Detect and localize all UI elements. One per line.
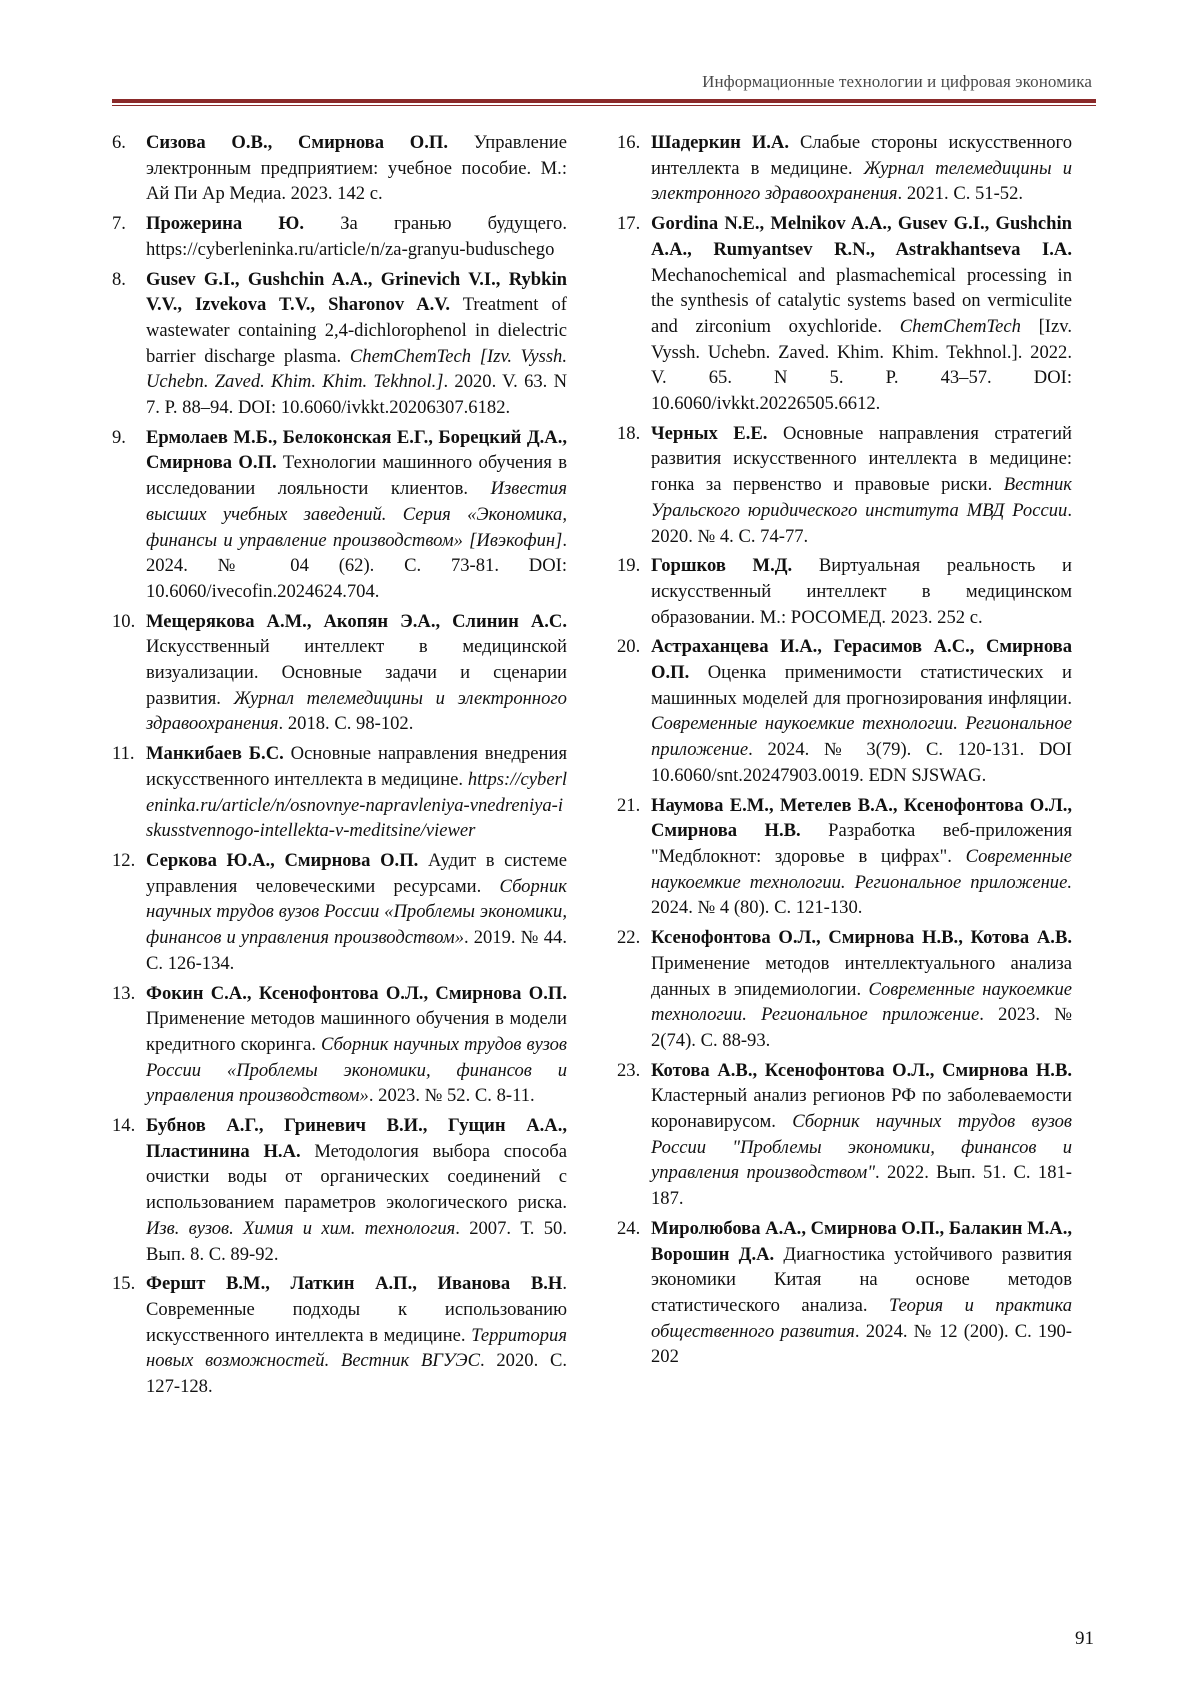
reference-item <box>617 1058 1072 1212</box>
reference-authors: Сизова О.В., Смирнова О.П. <box>146 132 448 153</box>
reference-authors: Фершт В.М., Латкин А.П., Иванова В.Н <box>146 1273 563 1295</box>
reference-title: Аудит в системе управления человеческими ресурсами. <box>146 849 567 897</box>
reference-authors: Gusev G.I., Gushchin A.A., Grinevich V.I., Rybkin V.V., Izvekova T.V., Sharonov A.V. <box>146 268 567 316</box>
reference-item <box>112 1113 567 1267</box>
reference-source: Журнал телемедицины и электронного здравоохранения <box>651 157 1072 205</box>
reference-authors: Горшков М.Д. <box>651 555 793 577</box>
reference-item <box>617 553 1072 630</box>
reference-item <box>112 211 567 262</box>
reference-item <box>112 609 567 738</box>
reference-authors: Котова А.В., Ксенофонтова О.Л., Смирнова Н.В. <box>651 1059 1072 1081</box>
reference-number: 22. <box>617 927 641 949</box>
reference-number: 18. <box>617 422 641 444</box>
reference-title: Кластерный анализ регионов РФ по заболеваемости коронавирусом. <box>651 1085 1072 1133</box>
reference-item <box>617 925 1072 1054</box>
references-column-left <box>112 130 567 1404</box>
reference-title: Методология выбора способа очистки воды от органических соединений с использованием параметров экологического риска. <box>146 1140 567 1214</box>
running-header: Информационные технологии и цифровая экономика <box>702 72 1092 91</box>
reference-authors: Фокин С.А., Ксенофонтова О.Л., Смирнова О.П. <box>146 982 567 1004</box>
reference-item <box>112 741 567 844</box>
reference-item <box>617 793 1072 922</box>
reference-authors: Манкибаев Б.С. <box>146 743 284 765</box>
reference-number: 19. <box>617 555 641 577</box>
reference-number: 24. <box>617 1217 641 1239</box>
reference-number: 20. <box>617 636 641 658</box>
reference-details: . 2022. Вып. 51. С. 181-187. <box>651 1162 1072 1210</box>
reference-title: Mechanochemical and plasmachemical processing in the synthesis of catalytic systems based on vermiculite and zirconium oxychloride. <box>651 264 1072 337</box>
reference-details: . 2021. С. 51-52. <box>897 183 1024 205</box>
reference-source: Территория новых возможностей. Вестник ВГУЭС <box>146 1324 567 1372</box>
reference-number: 15. <box>112 1273 136 1295</box>
reference-item <box>617 421 1072 550</box>
reference-source: Сборник научных трудов вузов России «Проблемы экономики, финансов и управления производством» <box>146 1033 567 1107</box>
reference-source: Современные наукоемкие технологии. Региональное приложение. <box>651 845 1072 893</box>
reference-authors: Прожерина Ю. <box>146 213 304 235</box>
reference-title: . Современные подходы к использованию искусственного интеллекта в медицине. <box>146 1273 567 1346</box>
reference-item <box>617 130 1072 207</box>
header-rule-thin <box>112 105 1096 106</box>
reference-details: . 2019. № 44. С. 126-134. <box>146 927 567 974</box>
reference-authors: Бубнов А.Г., Гриневич В.И., Гущин А.А., Пластинина Н.А. <box>146 1115 567 1162</box>
reference-details: . 2023. № 52. С. 8-11. <box>368 1085 535 1107</box>
reference-details: . 2018. С. 98-102. <box>278 713 414 735</box>
reference-source: Изв. вузов. Химия и хим. технология <box>146 1217 456 1239</box>
reference-title: Оценка применимости статистических и машинных моделей для прогнозирования инфляции. <box>651 662 1072 709</box>
reference-title: Управление электронным предприятием: учебное пособие. М.: Ай Пи Ар Медиа. 2023. 142 с. <box>146 132 567 205</box>
reference-title: Технологии машинного обучения в исследовании лояльности клиентов. <box>146 452 567 500</box>
reference-item <box>112 848 567 977</box>
reference-number: 7. <box>112 213 126 235</box>
reference-source: Сборник научных трудов вузов России "Проблемы экономики, финансов и управления производством" <box>651 1111 1072 1184</box>
reference-details: . 2024. № 3(79). С. 120-131. DOI 10.6060/snt.20247903.0019. EDN SJSWAG. <box>651 739 1072 786</box>
reference-authors: Ксенофонтова О.Л., Смирнова Н.В., Котова А.В. <box>651 927 1072 949</box>
reference-source: Теория и практика общественного развития <box>651 1294 1072 1342</box>
reference-details: . 2023. № 2(74). С. 88-93. <box>651 1004 1072 1051</box>
header-rule-thick <box>112 99 1096 103</box>
reference-details: . 2024. № 04 (62). С. 73-81. DOI: 10.6060/ivecofin.2024624.704. <box>146 529 567 602</box>
reference-source: Современные наукоемкие технологии. Региональное приложение <box>651 713 1072 761</box>
reference-item <box>112 267 567 421</box>
reference-authors: Ермолаев М.Б., Белоконская Е.Г., Борецкий Д.А., Смирнова О.П. <box>146 426 567 474</box>
reference-item <box>617 634 1072 788</box>
reference-number: 12. <box>112 849 136 871</box>
references-column-right <box>617 130 1072 1374</box>
reference-source: Вестник Уральского юридического института МВД России <box>651 474 1072 521</box>
reference-number: 21. <box>617 794 641 816</box>
reference-item <box>112 1271 567 1400</box>
reference-number: 11. <box>112 743 135 765</box>
reference-number: 10. <box>112 610 136 632</box>
reference-details: [Izv. Vyssh. Uchebn. Zaved. Khim. Khim. Tekhnol.]. 2022. V. 65. N 5. P. 43–57. DOI: 10.6060/ivkkt.20226505.6612. <box>651 315 1072 415</box>
reference-source: Известия высших учебных заведений. Серия «Экономика, финансы и управление производством» [Ивэкофин] <box>146 478 567 551</box>
reference-details: 2024. № 4 (80). С. 121-130. <box>651 897 863 919</box>
reference-title: Treatment of wastewater containing 2,4-dichlorophenol in dielectric barrier discharge plasma. <box>146 294 567 367</box>
reference-authors: Астраханцева И.А., Герасимов А.С., Смирнова О.П. <box>651 636 1072 684</box>
reference-number: 9. <box>112 426 126 448</box>
reference-details: . 2020. V. 63. N 7. P. 88–94. DOI: 10.6060/ivkkt.20206307.6182. <box>146 371 567 419</box>
reference-source: Сборник научных трудов вузов России «Проблемы экономики, финансов и управления производством» <box>146 875 567 949</box>
reference-item <box>112 425 567 605</box>
reference-number: 8. <box>112 268 126 290</box>
reference-number: 17. <box>617 213 641 235</box>
reference-number: 13. <box>112 982 136 1004</box>
reference-source: ChemChemTech [Izv. Vyssh. Uchebn. Zaved. Khim. Khim. Tekhnol.] <box>146 345 567 393</box>
reference-title: Разработка веб-приложения "Медблокнот: здоровье в цифрах". <box>651 820 1072 867</box>
reference-authors: Мещерякова А.М., Акопян Э.А., Слинин А.С. <box>146 610 567 632</box>
reference-title: Основные направления внедрения искусственного интеллекта в медицине. <box>146 743 567 790</box>
reference-number: 16. <box>617 132 641 153</box>
reference-source: Современные наукоемкие технологии. Региональное приложение <box>651 978 1072 1026</box>
reference-title: Основные направления стратегий развития искусственного интеллекта в медицине: гонка за первенство и правовые риски. <box>651 422 1072 496</box>
reference-source: Журнал телемедицины и электронного здравоохранения <box>146 687 567 735</box>
reference-title: Диагностика устойчивого развития экономики Китая на основе методов статистического анализа. <box>651 1243 1072 1316</box>
reference-title: Применение методов интеллектуального анализа данных в эпидемиологии. <box>651 952 1072 1000</box>
reference-details: . 2024. № 12 (200). С. 190-202 <box>651 1320 1072 1368</box>
reference-authors: Черных Е.Е. <box>651 422 768 444</box>
reference-authors: Шадеркин И.А. <box>651 132 790 153</box>
reference-title: Искусственный интеллект в медицинской визуализации. Основные задачи и сценарии развития. <box>146 636 567 709</box>
reference-title: Применение методов машинного обучения в модели кредитного скоринга. <box>146 1008 567 1055</box>
reference-source: ChemChemTech <box>899 315 1021 337</box>
page-number: 91 <box>1075 1628 1094 1649</box>
reference-source: https://cyberleninka.ru/article/n/osnovnye-napravleniya-vnedreniya-iskusstvennogo-intellekta-v-meditsine/viewer <box>146 768 567 842</box>
reference-authors: Gordina N.E., Melnikov A.A., Gusev G.I., Gushchin A.A., Rumyantsev R.N., Astrakhantseva I.A. <box>651 213 1072 260</box>
reference-number: 23. <box>617 1059 641 1081</box>
reference-number: 6. <box>112 132 126 153</box>
reference-authors: Серкова Ю.А., Смирнова О.П. <box>146 849 419 871</box>
reference-item <box>112 981 567 1110</box>
reference-authors: Миролюбова А.А., Смирнова О.П., Балакин М.А., Ворошин Д.А. <box>651 1217 1073 1265</box>
reference-authors: Наумова Е.М., Метелев В.А., Ксенофонтова О.Л., Смирнова Н.В. <box>651 794 1072 842</box>
reference-item <box>112 130 567 207</box>
reference-title: Виртуальная реальность и искусственный интеллект в медицинском образовании. М.: РОСОМЕД. 2023. 252 с. <box>651 555 1072 628</box>
reference-number: 14. <box>112 1115 136 1137</box>
reference-details: . 2007. Т. 50. Вып. 8. С. 89-92. <box>146 1217 567 1265</box>
reference-item <box>617 1216 1072 1370</box>
reference-details: . 2020. № 4. С. 74-77. <box>651 499 1072 547</box>
reference-details: . 2020. С. 127-128. <box>146 1350 568 1398</box>
reference-title: За гранью будущего. https://cyberleninka.ru/article/n/za-granyu-buduschego <box>146 213 567 260</box>
reference-item <box>617 211 1072 417</box>
reference-title: Слабые стороны искусственного интеллекта в медицине. <box>651 132 1072 179</box>
